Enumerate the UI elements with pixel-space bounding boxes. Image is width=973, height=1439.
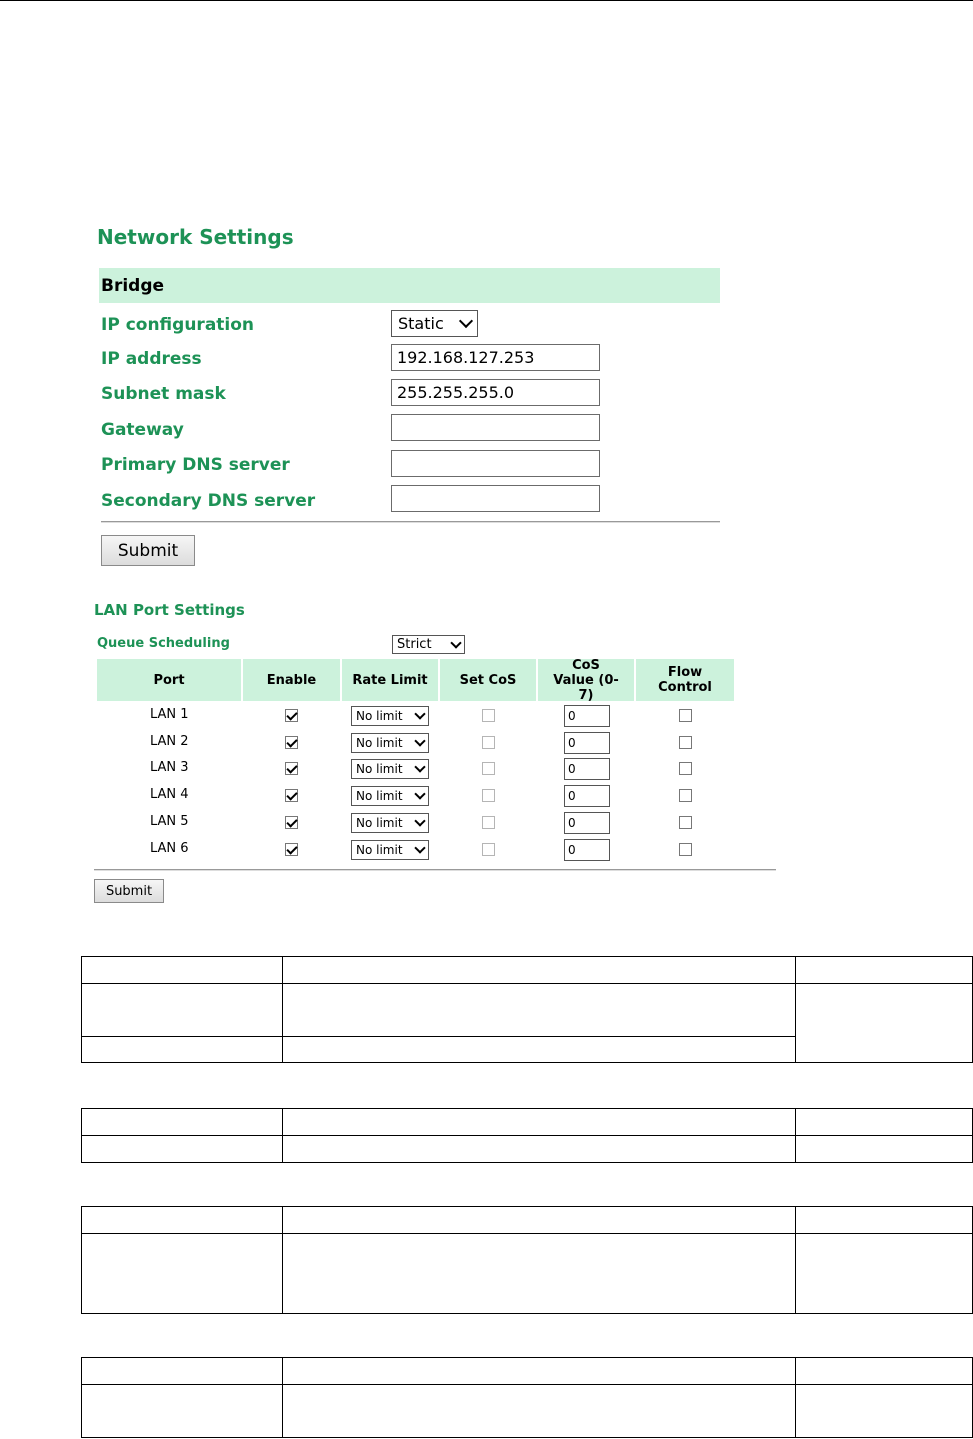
table-cell [283, 1358, 796, 1385]
rate-limit-value: No limit [356, 709, 403, 723]
enable-checkbox-lan-6[interactable] [285, 843, 298, 856]
table-cell [82, 1234, 283, 1314]
queue-scheduling-label: Queue Scheduling [97, 636, 230, 651]
table-cell [796, 1109, 973, 1136]
rate-limit-value: No limit [356, 762, 403, 776]
table-cell [82, 957, 283, 984]
table-cell [82, 984, 283, 1037]
table-cell [796, 957, 973, 984]
table-cell [796, 1136, 973, 1163]
set-cos-checkbox-lan-2[interactable] [482, 736, 495, 749]
ip-configuration-label: IP configuration [101, 315, 255, 335]
cos-value-input-lan-6[interactable] [564, 839, 610, 861]
ip-configuration-select[interactable] [391, 310, 478, 337]
subnet-mask-label: Subnet mask [101, 384, 226, 404]
cos-value-input-lan-3[interactable] [564, 758, 610, 780]
queue-scheduling-select[interactable] [392, 635, 465, 654]
column-header-enable: Enable [243, 659, 340, 701]
table-cell [82, 1109, 283, 1136]
primary-dns-label: Primary DNS server [101, 455, 290, 475]
table-cell [283, 1385, 796, 1438]
chevron-down-icon [414, 761, 425, 772]
table-cell [796, 984, 973, 1063]
chevron-down-icon [414, 815, 425, 826]
port-label-lan-6: LAN 6 [150, 841, 189, 856]
column-header-flow-control: Flow Control [636, 659, 734, 701]
table-cell [796, 1234, 973, 1314]
port-label-lan-2: LAN 2 [150, 734, 189, 749]
lan-port-settings-title: LAN Port Settings [94, 601, 245, 619]
subnet-mask-input[interactable] [391, 379, 600, 406]
enable-checkbox-lan-2[interactable] [285, 736, 298, 749]
column-header-rate-limit: Rate Limit [342, 659, 438, 701]
chevron-down-icon [450, 637, 461, 648]
flow-control-checkbox-lan-5[interactable] [679, 816, 692, 829]
enable-checkbox-lan-3[interactable] [285, 762, 298, 775]
column-header-port: Port [97, 659, 241, 701]
table-cell [796, 1385, 973, 1438]
primary-dns-input[interactable] [391, 450, 600, 477]
table-cell [82, 1358, 283, 1385]
lan-submit-button[interactable]: Submit [94, 879, 164, 903]
table-cell [283, 1037, 796, 1063]
port-label-lan-4: LAN 4 [150, 787, 189, 802]
chevron-down-icon [414, 708, 425, 719]
queue-scheduling-value: Strict [397, 637, 432, 652]
flow-control-checkbox-lan-6[interactable] [679, 843, 692, 856]
table-cell [283, 1234, 796, 1314]
port-label-lan-1: LAN 1 [150, 707, 189, 722]
rate-limit-select-lan-6[interactable] [351, 840, 429, 860]
bridge-divider [101, 521, 720, 523]
rate-limit-value: No limit [356, 789, 403, 803]
cos-value-input-lan-5[interactable] [564, 812, 610, 834]
secondary-dns-input[interactable] [391, 485, 600, 512]
rate-limit-select-lan-4[interactable] [351, 786, 429, 806]
table-cell [82, 1037, 283, 1063]
bridge-section-label: Bridge [101, 276, 165, 296]
ip-configuration-value: Static [398, 314, 444, 333]
secondary-dns-label: Secondary DNS server [101, 491, 316, 511]
port-label-lan-3: LAN 3 [150, 760, 189, 775]
column-header-set-cos: Set CoS [440, 659, 536, 701]
set-cos-checkbox-lan-3[interactable] [482, 762, 495, 775]
reference-table-3 [81, 1206, 973, 1314]
reference-table-1 [81, 956, 973, 1063]
set-cos-checkbox-lan-5[interactable] [482, 816, 495, 829]
lan-divider [94, 869, 776, 871]
enable-checkbox-lan-1[interactable] [285, 709, 298, 722]
top-border-line [0, 0, 973, 1]
cos-value-input-lan-4[interactable] [564, 785, 610, 807]
ip-address-input[interactable] [391, 344, 600, 371]
gateway-label: Gateway [101, 420, 184, 440]
reference-table-4 [81, 1357, 973, 1438]
rate-limit-value: No limit [356, 736, 403, 750]
table-cell [82, 1136, 283, 1163]
rate-limit-select-lan-3[interactable] [351, 759, 429, 779]
chevron-down-icon [459, 314, 473, 328]
table-cell [82, 1207, 283, 1234]
rate-limit-select-lan-1[interactable] [351, 706, 429, 726]
table-cell [796, 1207, 973, 1234]
cos-value-input-lan-1[interactable] [564, 705, 610, 727]
table-cell [283, 1207, 796, 1234]
chevron-down-icon [414, 788, 425, 799]
ip-address-label: IP address [101, 349, 202, 369]
chevron-down-icon [414, 842, 425, 853]
enable-checkbox-lan-4[interactable] [285, 789, 298, 802]
set-cos-checkbox-lan-6[interactable] [482, 843, 495, 856]
table-cell [796, 1358, 973, 1385]
gateway-input[interactable] [391, 414, 600, 441]
page-title: Network Settings [97, 225, 294, 249]
bridge-submit-button[interactable]: Submit [101, 535, 195, 566]
set-cos-checkbox-lan-1[interactable] [482, 709, 495, 722]
reference-table-2 [81, 1108, 973, 1163]
flow-control-checkbox-lan-1[interactable] [679, 709, 692, 722]
flow-control-checkbox-lan-2[interactable] [679, 736, 692, 749]
bridge-section-header [99, 268, 720, 303]
rate-limit-select-lan-2[interactable] [351, 733, 429, 753]
table-cell [82, 1385, 283, 1438]
cos-value-input-lan-2[interactable] [564, 732, 610, 754]
rate-limit-select-lan-5[interactable] [351, 813, 429, 833]
table-cell [283, 1109, 796, 1136]
table-cell [283, 957, 796, 984]
rate-limit-value: No limit [356, 843, 403, 857]
enable-checkbox-lan-5[interactable] [285, 816, 298, 829]
column-header-cos-value: CoS Value (0-7) [538, 659, 634, 701]
flow-control-checkbox-lan-4[interactable] [679, 789, 692, 802]
table-cell [283, 984, 796, 1037]
set-cos-checkbox-lan-4[interactable] [482, 789, 495, 802]
port-label-lan-5: LAN 5 [150, 814, 189, 829]
rate-limit-value: No limit [356, 816, 403, 830]
chevron-down-icon [414, 735, 425, 746]
table-cell [283, 1136, 796, 1163]
flow-control-checkbox-lan-3[interactable] [679, 762, 692, 775]
